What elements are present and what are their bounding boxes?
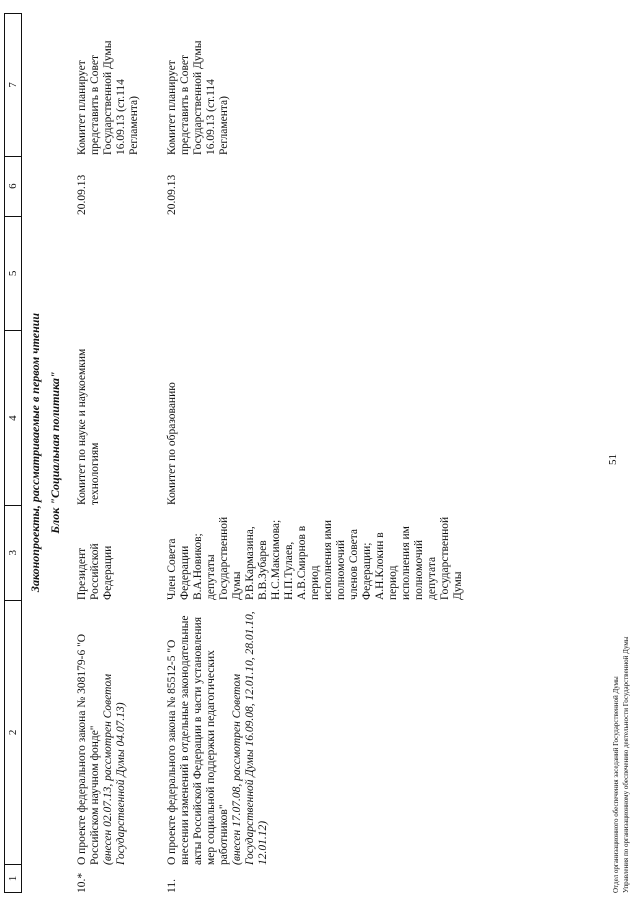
column-header: 6: [5, 156, 21, 216]
column-5-cell: [166, 215, 465, 330]
bill-title-text: О проекте федерального закона № 308179-6 "О Российском научном фонде": [76, 633, 101, 865]
column-header-row: [4, 13, 22, 893]
column-header: 5: [5, 216, 21, 331]
bill-date: 20.09.13: [76, 174, 88, 215]
bill-note: (внесен 17.07.08, рассмотрен Советом Государственной Думы 16.09.08, 12.01.10, 28.01.10, 12.01.12): [231, 611, 269, 865]
bill-title: [76, 600, 141, 865]
responsible-committee: Комитет по образованию: [166, 382, 178, 505]
column-header: 1: [5, 864, 21, 892]
bill-title-text: О проекте федерального закона № 85512-5 "О внесении изменений в отдельные законодательные акты Российской Федерации в части установления мер социальной поддержки педагогических работников": [166, 615, 230, 865]
row-number: 11.: [166, 879, 178, 893]
bill-title: [166, 600, 465, 865]
responsible-committee: Комитет по науке и наукоемким технологиям: [76, 348, 101, 505]
bill-date: 20.09.13: [166, 174, 178, 215]
page-number: 51: [607, 454, 619, 465]
section-title: Законопроекты, рассматриваемые в первом чтении: [28, 312, 42, 593]
column-header: 7: [7, 82, 19, 88]
bill-author: Президент Российской Федерации: [76, 543, 114, 600]
column-5-cell: [76, 215, 141, 330]
bill-author: Член Совета Федерации В.А.Новиков; депутаты Государственной Думы Р.В.Кармазина, В.В.Зубарев Н.С.Максимова; Н.П.Тулаев, А.В.Смирнов в период исполнения ими полномочий членов Совета Федерации; А.Н.Клокин в период исполнения им полномочий депутата Государственной Думы: [166, 516, 464, 600]
footer-line: Управления по организационному обеспечению деятельности Государственной Думы: [622, 636, 630, 893]
block-title: Блок "Социальная политика": [48, 371, 62, 534]
footer-line: Отдел организационного обеспечения заседаний Государственной Думы: [612, 676, 620, 893]
bill-remark: Комитет планирует представить в Совет Государственной Думы 16.09.13 (ст.114 Регламента): [76, 40, 140, 155]
table-row: [76, 13, 141, 893]
bill-remark: Комитет планирует представить в Совет Государственной Думы 16.09.13 (ст.114 Регламента): [166, 40, 230, 155]
column-header: 4: [5, 330, 21, 505]
row-number: 10.*: [76, 872, 88, 893]
bill-note: (внесен 02.07.13, рассмотрен Советом Государственной Думы 04.07.13): [102, 673, 127, 865]
column-header: 2: [5, 600, 21, 864]
table-row: [166, 13, 465, 893]
column-header: 3: [5, 505, 21, 600]
